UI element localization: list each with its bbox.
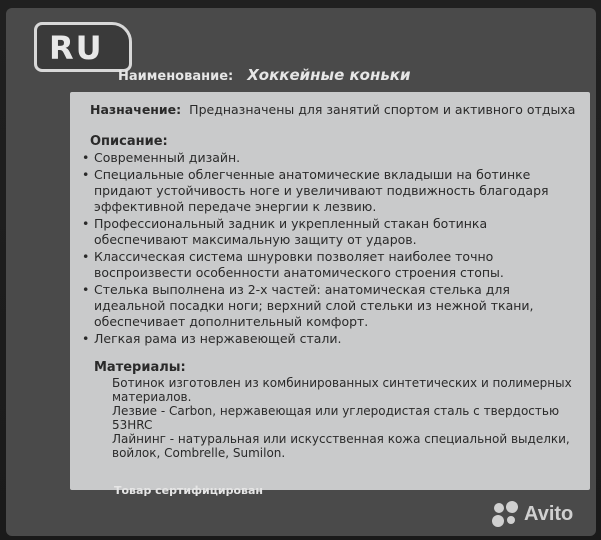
materials-line: Лайнинг - натуральная или искусственная кожа специальной выделки, войлок, Combrelle, Sumilon. [112,432,570,460]
description-item: • Классическая система шнуровки позволяет наиболее точно воспроизвести особенности анатомического строения стопы. [82,249,582,281]
purpose-line [90,102,575,118]
materials-line: Ботинок изготовлен из комбинированных синтетических и полимерных материалов. [112,376,572,404]
materials-title: Материалы: [94,360,186,375]
description-item: • Профессиональный задник и укрепленный стакан ботинка обеспечивают максимальную защиту от ударов. [82,216,582,248]
description-item: • Легкая рама из нержавеющей стали. [82,331,582,347]
description-item: • Стелька выполнена из 2-х частей: анатомическая стелька для идеальной посадки ноги; верхний слой стельки из нежной ткани, обеспечивает дополнительный комфорт. [82,282,582,330]
materials-line: Лезвие - Carbon, нержавеющая или углеродистая сталь с твердостью 53HRC [112,404,560,432]
watermark [492,500,592,528]
product-name-line [118,66,411,84]
purpose-value: Предназначены для занятий спортом и активного отдыха [189,102,576,117]
description-list [82,150,582,348]
watermark-text: Avito [524,502,574,525]
label-content-panel [70,92,590,490]
product-name-value: Хоккейные коньки [247,66,411,84]
description-item: • Современный дизайн. [82,150,582,166]
product-name-label: Наименование: [118,69,234,84]
purpose-label: Назначение: [90,102,182,117]
avito-logo-icon [492,501,518,527]
language-badge-text: RU [49,29,104,67]
materials-body [112,376,582,460]
certified-note: Товар сертифицирован [114,484,263,497]
language-badge [34,22,132,72]
description-title: Описание: [90,134,168,149]
description-item: • Специальные облегченные анатомические вкладыши на ботинке придают устойчивость ноге и увеличивают подвижность благодаря эффективной передаче энергии к лезвию. [82,167,582,215]
